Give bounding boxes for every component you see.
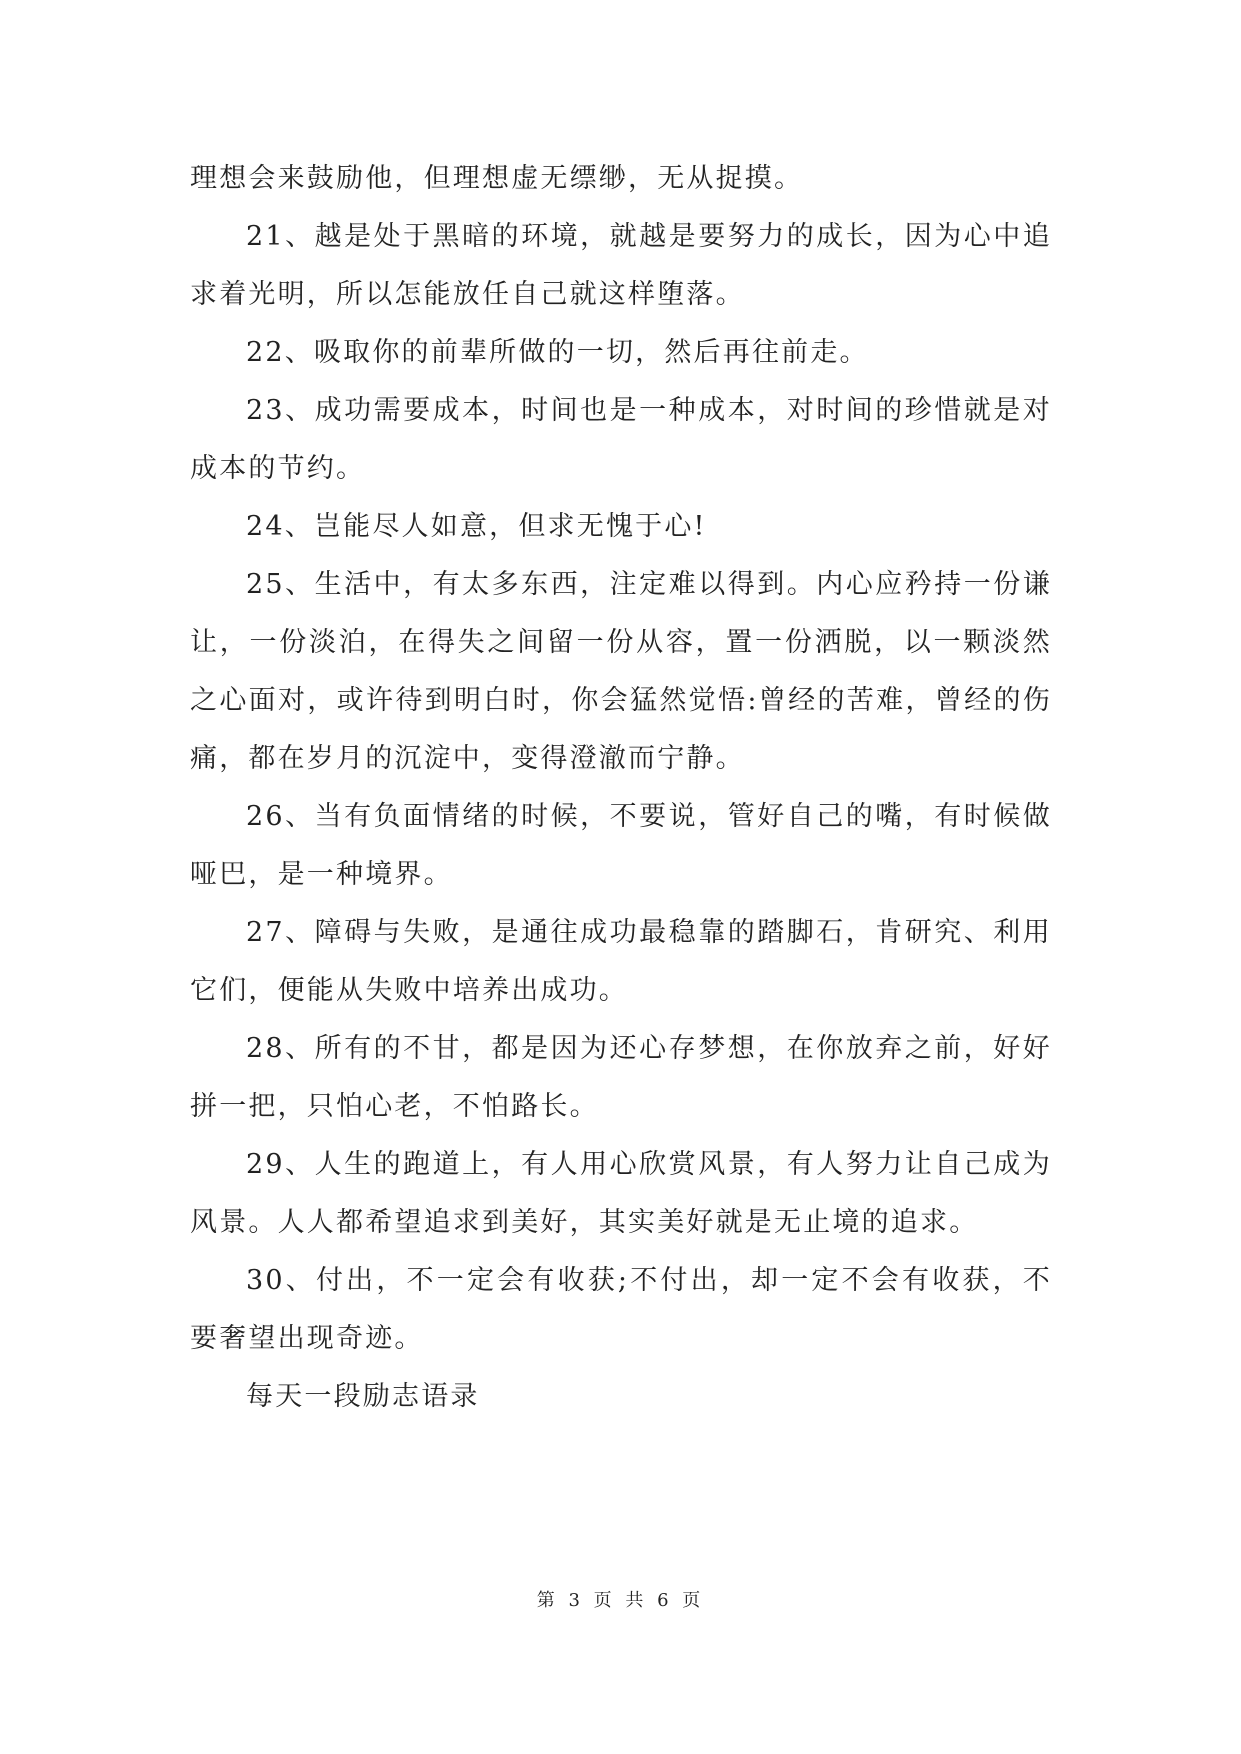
quote-21: 21、越是处于黑暗的环境，就越是要努力的成长，因为心中追求着光明，所以怎能放任自己就这样堕落。: [190, 221, 1052, 310]
page-number-footer: 第 3 页 共 6 页: [536, 1590, 705, 1611]
quote-30: 30、付出，不一定会有收获;不付出，却一定不会有收获，不要奢望出现奇迹。: [190, 1265, 1052, 1354]
quote-27: 27、障碍与失败，是通往成功最稳靠的踏脚石，肯研究、利用它们，便能从失败中培养出成功。: [190, 917, 1052, 1006]
quote-29: 29、人生的跑道上，有人用心欣赏风景，有人努力让自己成为风景。人人都希望追求到美好，其实美好就是无止境的追求。: [190, 1149, 1052, 1238]
quote-28: 28、所有的不甘，都是因为还心存梦想，在你放弃之前，好好拼一把，只怕心老，不怕路长。: [190, 1033, 1052, 1122]
quote-24: 24、岂能尽人如意，但求无愧于心!: [246, 511, 707, 542]
document-body: [190, 150, 1052, 1426]
paragraph-continuation: 理想会来鼓励他，但理想虚无缥缈，无从捉摸。: [190, 163, 804, 194]
quote-23: 23、成功需要成本，时间也是一种成本，对时间的珍惜就是对成本的节约。: [190, 395, 1052, 484]
quote-26: 26、当有负面情绪的时候，不要说，管好自己的嘴，有时候做哑巴，是一种境界。: [190, 801, 1052, 890]
quote-25: 25、生活中，有太多东西，注定难以得到。内心应矜持一份谦让，一份淡泊，在得失之间留一份从容，置一份洒脱，以一颗淡然之心面对，或许待到明白时，你会猛然觉悟:曾经的苦难，曾经的伤痛，都在岁月的沉淀中，变得澄澈而宁静。: [190, 569, 1052, 774]
quote-22: 22、吸取你的前辈所做的一切，然后再往前走。: [246, 337, 869, 368]
section-heading: 每天一段励志语录: [246, 1381, 480, 1412]
